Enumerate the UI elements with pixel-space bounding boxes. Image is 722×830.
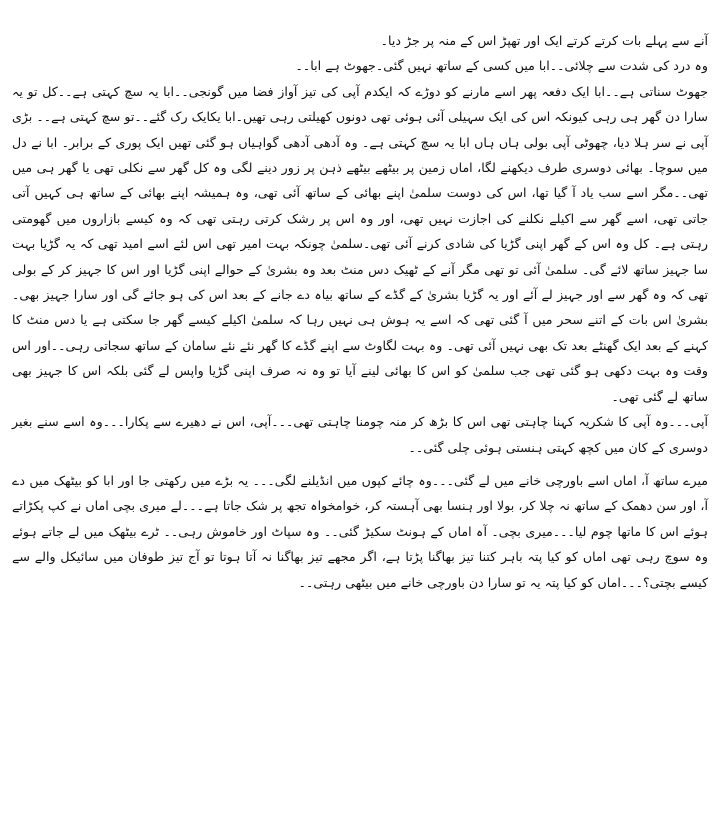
paragraph-kitchen: میرے ساتھ آ، اماں اسے باورچی خانے میں لے گئی۔۔۔وہ چائے کپوں میں انڈیلنے لگی۔۔۔ یہ بڑے میں رکھتی جا اور ابا کو بیٹھک میں دے آ، اور سن دھمک کے ساتھ نہ چلا کر، بولا اور ہنسا بھی آہستہ کر، خوامخواہ تجھ پر شک جاتا ہے۔۔۔لے میری بچی اماں نے کپ پکڑاتے ہوئے اس کا ماتھا چوم لیا۔۔۔میری بچی۔ آہ اماں کے ہونٹ سکیڑ گئی۔۔ وہ سپاٹ اور خاموش رہی۔۔ ٹرے بیٹھک میں لے جاتے ہوئے وہ سوچ رہی تھی اماں کو کیا پتہ باہر کتنا تیز بھاگنا پڑتا ہے، اگر مجھے تیز بھاگنا نہ آتا ہوتا تو آج تیز طوفان میں سائیکل والے سے کیسے بچتی؟۔۔۔اماں کو کیا پتہ یہ تو سارا دن باورچی خانے میں بیٹھی رہتی۔۔ <box>12 472 708 590</box>
paragraph-cry: وہ درد کی شدت سے چلائی۔۔ابا میں کسی کے ساتھ نہیں گئی۔جھوٹ ہے ابا۔۔ <box>295 58 708 74</box>
paragraph-api: آپی۔۔۔وہ آپی کا شکریہ کہنا چاہتی تھی اس کا بڑھ کر منہ چومنا چاہتی تھی۔۔۔آپی، اس نے دھیرے سے پکارا۔۔۔وہ اسے سنے بغیر دوسری کے کان میں کچھ کہتی ہنستی ہوئی چلی گئی۔۔ <box>12 414 708 455</box>
paragraph-opening: آنے سے پہلے بات کرتے کرتے ایک اور تھپڑ اس کے منہ پر جڑ دیا۔ <box>380 33 708 48</box>
paragraph-testimony: جھوٹ سناتی ہے۔۔ابا ایک دفعہ پھر اسے مارنے کو دوڑے کہ ایکدم آپی کی تیز آواز فضا میں گونجی۔۔ابا یہ سچ کہتی ہے۔۔کل تو یہ سارا دن گھر ہی رہی کیونکہ اس کی ایک سہیلی آئی ہوئی تھی دونوں کھیلتی رہی تھیں۔ابا یکایک رک گئے۔۔تو سچ کہتی ہے۔۔ بڑی آپی نے سر ہلا دیا، چھوٹی آپی بولی ہاں ہاں ابا یہ سچ کہتی ہے۔ وہ آدھی آدھی گواہیاں ہو گئی تھیں ایک پوری کے برابر۔ ابا نے دل میں سوچا۔ بھائی دوسری طرف دیکھنے لگا، اماں زمین پر بیٹھے بیٹھے ذہن پر زور دینے لگی وہ کل گھر سے نکلی تھی یا گھر ہی میں تھی۔۔مگر اسے سب یاد آ گیا تھا، اس کی دوست سلمیٰ اپنے بھائی کے ساتھ آئی تھی، وہ ہمیشہ اپنے بھائی کے ساتھ ہی کہیں آتی جاتی تھی، اسے گھر سے اکیلے نکلنے کی اجازت نہیں تھی، اور وہ اس پر رشک کرتی رہتی تھی کہ وہ کیسے بازاروں میں گھومتی رہتی ہے۔ کل وہ اس کے گھر اپنی گڑیا کی شادی کرنے آئی تھی۔سلمیٰ چونکہ بہت امیر تھی اس لئے اسے امید تھی کہ یہ گڑیا بہت سا جہیز ساتھ لائے گی۔ سلمیٰ آئی تو تھی مگر آنے کے ٹھیک دس منٹ بعد وہ بشریٰ کے حوالے اپنی گڑیا اور اس کا جہیز کر کے بولی تھی کہ وہ گھر سے اور جہیز لے آئے اور یہ گڑیا بشریٰ کے گڈے کے ساتھ بیاہ دے جانے کے بعد اس کی ہو جائے گی اور سارا جہیز بھی۔ بشریٰ اس بات کے اتنے سحر میں آ گئی تھی کہ اسے یہ ہوش ہی نہیں رہا کہ سلمیٰ اکیلے کیسے گھر جا سکتی ہے یا دس منٹ کا کہنے کے بعد ایک گھنٹے بعد تک بھی نہیں آئی تھی۔ وہ بہت لگاوٹ سے اپنے گڈے کا گھر نئے نئے سامان کے ساتھ سجاتی رہی۔۔اور اس وقت وہ بہت دکھی ہو گئی تھی جب سلمیٰ کو اس کا بھائی لینے آیا تو وہ نہ صرف اپنی گڑیا واپس لے گئی بلکہ اس کا جہیز بھی ساتھ لے گئی تھی۔ <box>12 83 708 404</box>
